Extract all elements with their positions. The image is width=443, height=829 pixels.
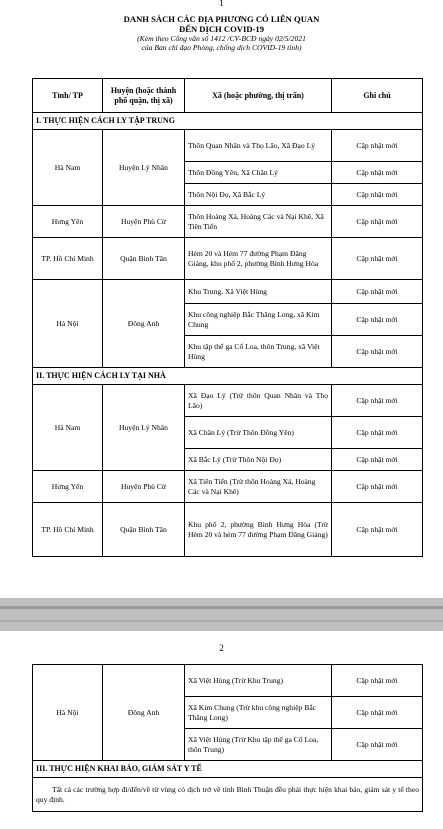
page-break-shadow [0,620,443,622]
section-row [33,113,423,130]
district-cell: Quận Bình Tân [103,238,185,280]
province-cell: TP. Hồ Chí Minh [33,238,103,280]
note-cell: Cập nhật mới [332,449,423,471]
commune-cell: Thôn Hoàng Xá, Hoàng Các và Nại Khê, Xã Tiên Tiến [185,206,332,238]
document-page-2 [0,631,443,829]
district-cell: Đông Anh [103,665,185,761]
section-1-title: I. THỰC HIỆN CÁCH LY TẬP TRUNG [33,113,423,130]
note-cell: Cập nhật mới [332,184,423,206]
commune-cell: Xã Kim Chung (Trừ khu công nghiệp Bắc Thăng Long) [185,697,332,729]
commune-cell: Xã Việt Hùng (Trừ Khu tập thể ga Cổ Loa, thôn Trung) [185,729,332,761]
province-cell: Hà Nam [33,130,103,206]
table-row [33,206,423,238]
table-row [33,471,423,503]
table-header-row [33,79,423,113]
section-3-text: Tất cả các trường hợp đi/đến/về từ vùng có dịch trở về tỉnh Bình Thuận đều phải thực hiện khai báo, giám sát y tế theo quy định. [33,778,423,812]
note-cell: Cập nhật mới [332,162,423,184]
province-cell: Hưng Yên [33,206,103,238]
page-break [0,598,443,631]
table-row [33,130,423,162]
locations-table-continued [32,664,423,812]
note-cell: Cập nhật mới [332,336,423,368]
header-province: Tỉnh/ TP [33,79,103,113]
commune-cell: Xã Bắc Lý (Trừ Thôn Nội Đọ) [185,449,332,471]
note-cell: Cập nhật mới [332,130,423,162]
commune-cell: Hẻm 20 và Hẻm 77 đường Phạm Đăng Giảng, khu phố 2, phường Bình Hưng Hòa [185,238,332,280]
page-number: 2 [219,643,224,653]
table-row [33,665,423,697]
section-2-title: II. THỰC HIỆN CÁCH LY TẠI NHÀ [33,368,423,385]
commune-cell: Khu công nghiệp Bắc Thăng Long, xã Kim Chung [185,304,332,336]
commune-cell: Khu phố 2, phường Bình Hưng Hòa (Trừ Hẻm 20 và hẻm 77 đường Phạm Đăng Giảng) [185,503,332,557]
header-note: Ghi chú [332,79,423,113]
district-cell: Huyện Phù Cừ [103,206,185,238]
document-subtitle-line2: của Ban chỉ đạo Phòng, chống dịch COVID-19 tỉnh) [141,43,302,52]
commune-cell: Khu tập thể ga Cổ Loa, thôn Trung, xã Việt Hùng [185,336,332,368]
page-number: 1 [219,0,224,8]
section-row [33,368,423,385]
note-cell: Cập nhật mới [332,385,423,417]
district-cell: Huyện Lý Nhân [103,130,185,206]
province-cell: Hà Nam [33,385,103,471]
note-cell: Cập nhật mới [332,697,423,729]
commune-cell: Thôn Quan Nhân và Thọ Lão, Xã Đạo Lý [185,130,332,162]
note-cell: Cập nhật mới [332,238,423,280]
note-cell: Cập nhật mới [332,503,423,557]
commune-cell: Khu Trung, Xã Việt Hùng [185,280,332,304]
note-cell: Cập nhật mới [332,206,423,238]
district-cell: Huyện Phù Cừ [103,471,185,503]
note-cell: Cập nhật mới [332,729,423,761]
page-break-shadow [0,606,443,609]
district-cell: Đông Anh [103,280,185,368]
district-cell: Huyện Lý Nhân [103,385,185,471]
commune-cell: Thôn Đồng Yên, Xã Chân Lý [185,162,332,184]
table-row [33,503,423,557]
commune-cell: Xã Tiên Tiến (Trừ thôn Hoàng Xá, Hoàng Các và Nại Khê) [185,471,332,503]
document-title-line1: DANH SÁCH CÁC ĐỊA PHƯƠNG CÓ LIÊN QUAN [123,14,320,24]
district-cell: Quận Bình Tân [103,503,185,557]
section-3-title: III. THỰC HIỆN KHAI BÁO, GIÁM SÁT Y TẾ [33,761,423,778]
province-cell: TP. Hồ Chí Minh [33,503,103,557]
table-row [33,385,423,417]
commune-cell: Thôn Nội Đọ, Xã Bắc Lý [185,184,332,206]
table-row [33,280,423,304]
note-cell: Cập nhật mới [332,471,423,503]
commune-cell: Xã Chân Lý (Trừ Thôn Đồng Yên) [185,417,332,449]
locations-table [32,78,423,557]
header-district: Huyện (hoặc thành phố quận, thị xã) [103,79,185,113]
table-row [33,778,423,812]
document-title-line2: ĐẾN DỊCH COVID-19 [179,24,264,34]
section-row [33,761,423,778]
province-cell: Hà Nội [33,280,103,368]
note-cell: Cập nhật mới [332,665,423,697]
table-row [33,238,423,280]
province-cell: Hà Nội [33,665,103,761]
note-cell: Cập nhật mới [332,280,423,304]
note-cell: Cập nhật mới [332,417,423,449]
commune-cell: Xã Đạo Lý (Trừ thôn Quan Nhân và Thọ Lão) [185,385,332,417]
note-cell: Cập nhật mới [332,304,423,336]
document-subtitle-line1: (Kèm theo Công văn số 1412 /CV-BCĐ ngày 02/5/2021 [137,34,306,43]
header-commune: Xã (hoặc phường, thị trấn) [185,79,332,113]
commune-cell: Xã Việt Hùng (Trừ Khu Trung) [185,665,332,697]
province-cell: Hưng Yên [33,471,103,503]
